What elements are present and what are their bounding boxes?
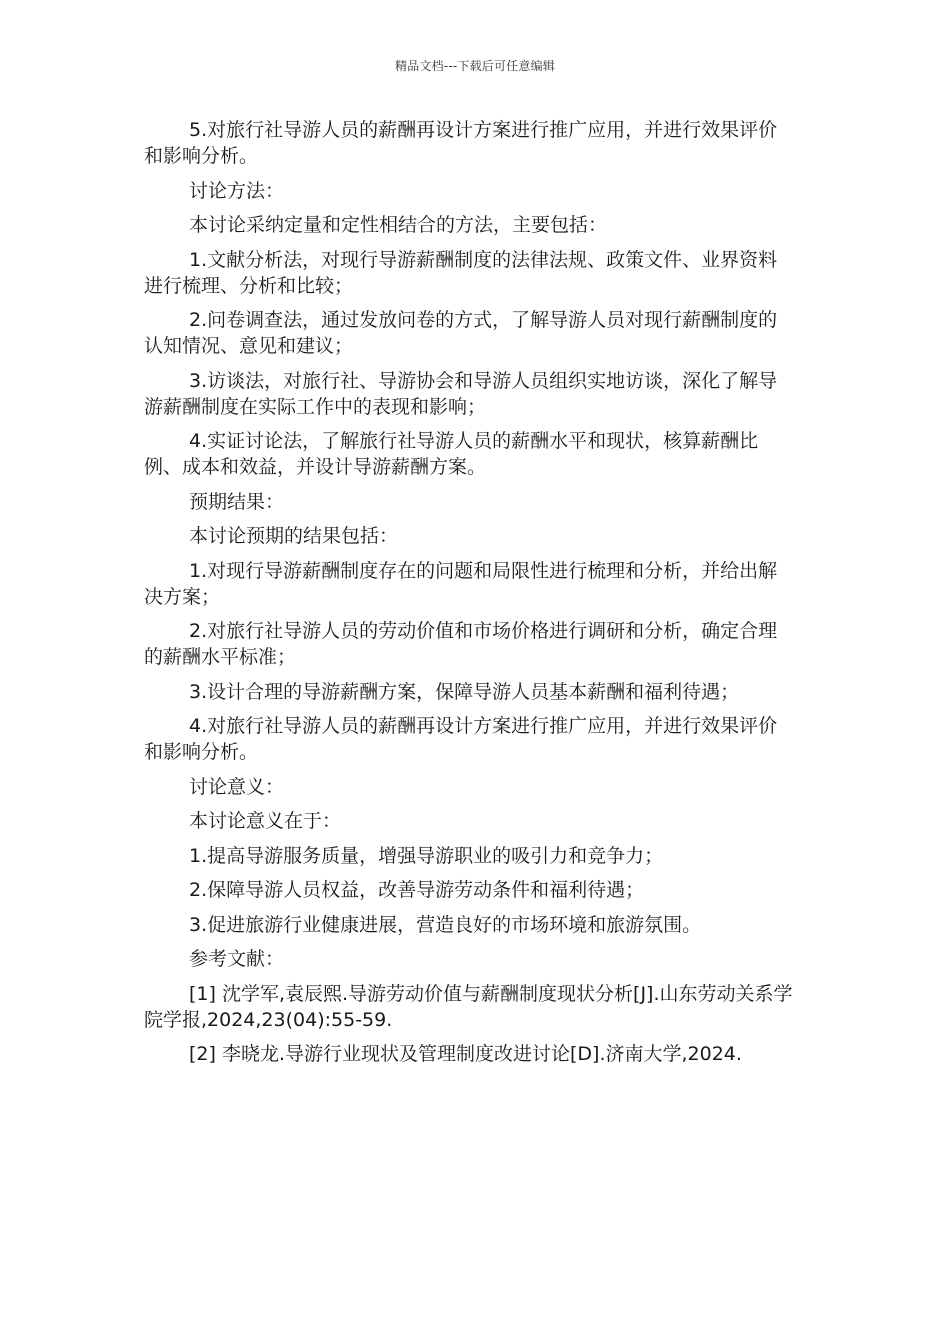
section-heading-significance: 讨论意义：	[189, 775, 285, 798]
reference-item-2: [2] 李晓龙.导游行业现状及管理制度改进讨论[D].济南大学,2024.	[189, 1043, 742, 1065]
paragraph-methods-intro: 本讨论采纳定量和定性相结合的方法，主要包括：	[189, 214, 608, 236]
page-header: 精品文档---下载后可任意编辑	[395, 59, 555, 73]
significance-item-3: 3.促进旅游行业健康进展，营造良好的市场环境和旅游氛围。	[189, 913, 702, 936]
method-item-2: 2.问卷调查法，通过发放问卷的方式，了解导游人员对现行薪酬制度的认知情况、意见和建议；	[144, 309, 778, 357]
result-item-1: 1.对现行导游薪酬制度存在的问题和局限性进行梳理和分析，并给出解决方案；	[144, 559, 778, 608]
section-heading-references: 参考文献：	[189, 948, 285, 970]
section-heading-results: 预期结果：	[189, 490, 285, 513]
section-heading-methods: 讨论方法：	[189, 179, 285, 202]
paragraph-significance-intro: 本讨论意义在于：	[189, 810, 342, 832]
result-item-2: 2.对旅行社导游人员的劳动价值和市场价格进行调研和分析，确定合理的薪酬水平标准；	[144, 620, 778, 668]
result-item-4: 4.对旅行社导游人员的薪酬再设计方案进行推广应用，并进行效果评价和影响分析。	[144, 715, 778, 763]
paragraph-results-intro: 本讨论预期的结果包括：	[189, 525, 399, 547]
document-body	[144, 117, 794, 1076]
paragraph-1: 5.对旅行社导游人员的薪酬再设计方案进行推广应用，并进行效果评价和影响分析。	[144, 119, 778, 167]
reference-item-1: [1] 沈学军,袁辰熙.导游劳动价值与薪酬制度现状分析[J].山东劳动关系学院学报,2024,23(04):55-59.	[144, 982, 793, 1031]
result-item-3: 3.设计合理的导游薪酬方案，保障导游人员基本薪酬和福利待遇；	[189, 680, 740, 703]
method-item-3: 3.访谈法，对旅行社、导游协会和导游人员组织实地访谈，深化了解导游薪酬制度在实际工作中的表现和影响；	[144, 369, 778, 418]
significance-item-2: 2.保障导游人员权益，改善导游劳动条件和福利待遇；	[189, 879, 645, 901]
significance-item-1: 1.提高导游服务质量，增强导游职业的吸引力和竞争力；	[189, 844, 664, 867]
method-item-1: 1.文献分析法，对现行导游薪酬制度的法律法规、政策文件、业界资料进行梳理、分析和比较；	[144, 248, 778, 297]
method-item-4: 4.实证讨论法，了解旅行社导游人员的薪酬水平和现状，核算薪酬比例、成本和效益，并设计导游薪酬方案。	[144, 430, 759, 478]
